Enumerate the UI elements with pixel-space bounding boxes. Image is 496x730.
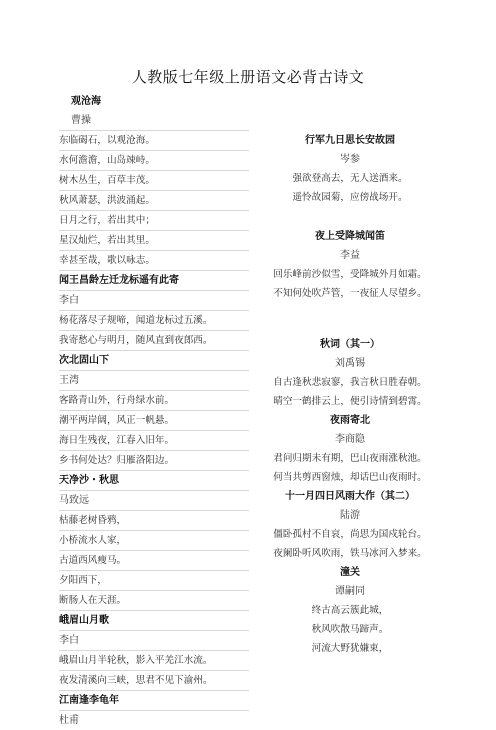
poem-line: 枯藤老树昏鸦， (59, 511, 249, 531)
poem-author: 马致远 (59, 491, 249, 511)
poem-author: 岑参 (340, 154, 360, 165)
poem-author: 曹操 (59, 111, 249, 131)
poem-title: 夜上受降城闻笛 (315, 231, 385, 242)
poem-line: 潮平两岸阔，风正一帆悬。 (59, 411, 249, 431)
poem-line: 秋风萧瑟，洪波涌起。 (59, 191, 249, 211)
poem-line: 乡书何处达？归雁洛阳边。 (59, 451, 249, 471)
poem-author: 王湾 (59, 371, 249, 391)
poem-author: 谭嗣同 (335, 586, 365, 597)
poem-author: 李白 (59, 631, 249, 651)
poem-line: 杨花落尽子规啼，闻道龙标过五溪。 (59, 311, 249, 331)
poem-line: 秋风吹散马蹄声。 (311, 624, 389, 635)
poem-line: 回乐峰前沙似雪，受降城外月如霜。 (273, 269, 427, 280)
poem-line: 遥怜故园菊，应傍战场开。 (292, 192, 408, 203)
poem-title: 秋词（其一） (320, 339, 380, 350)
poem-title: 峨眉山月歌 (59, 611, 249, 631)
poem-line: 断肠人在天涯。 (59, 591, 249, 611)
right-column (250, 131, 450, 658)
poem-line: 强欲登高去，无人送酒来。 (292, 173, 408, 184)
poem-author: 杜甫 (59, 715, 79, 726)
poem-title: 潼关 (340, 567, 360, 578)
poem-line: 君问归期未有期，巴山夜雨涨秋池。 (273, 453, 427, 464)
poem-author: 李益 (340, 250, 360, 261)
poem-title: 夜雨寄北 (330, 415, 370, 426)
poem-line: 夜发清溪向三峡，思君不见下渝州。 (59, 671, 249, 691)
poem-line: 夜阑卧听风吹雨，铁马冰河入梦来。 (273, 548, 427, 559)
poem-title: 江南逢李龟年 (59, 691, 249, 711)
poem-author: 李白 (59, 291, 249, 311)
poem-title: 观沧海 (71, 96, 101, 107)
poem-title: 次北固山下 (59, 351, 249, 371)
poem-author: 陆游 (340, 510, 360, 521)
poem-author: 刘禹锡 (335, 358, 365, 369)
poem-line: 树木丛生，百草丰茂。 (59, 171, 249, 191)
poem-line: 我寄愁心与明月，随风直到夜郎西。 (59, 331, 249, 351)
poem-line: 不知何处吹芦管，一夜征人尽望乡。 (273, 288, 427, 299)
poem-line: 自古逢秋悲寂寥，我言秋日胜春朝。 (273, 377, 427, 388)
poem-title: 行军九日思长安故园 (305, 135, 395, 146)
poem-title: 十一月四日风雨大作（其二） (285, 491, 415, 502)
poem-line: 客路青山外，行舟绿水前。 (59, 391, 249, 411)
poem-line: 幸甚至哉，歌以咏志。 (59, 251, 249, 271)
poem-line: 僵卧孤村不自哀，尚思为国戍轮台。 (273, 529, 427, 540)
poem-title: 闻王昌龄左迁龙标遥有此寄 (59, 271, 249, 291)
poem-line: 夕阳西下， (59, 571, 249, 591)
poem-line: 日月之行，若出其中； (59, 211, 249, 231)
poem-line: 东临碣石，以观沧海。 (59, 131, 249, 151)
poem-line: 小桥流水人家， (59, 531, 249, 551)
poem-line: 水何澹澹，山岛竦峙。 (59, 151, 249, 171)
poem-line: 海日生残夜，江春入旧年。 (59, 431, 249, 451)
poem-author: 李商隐 (335, 434, 365, 445)
poem-title: 天净沙・秋思 (59, 471, 249, 491)
poem-line: 古道西风瘦马。 (59, 551, 249, 571)
poem-line: 何当共剪西窗烛，却话巴山夜雨时。 (273, 472, 427, 483)
poem-line: 晴空一鹤排云上，便引诗情到碧霄。 (273, 396, 427, 407)
poem-line: 星汉灿烂，若出其里。 (59, 231, 249, 251)
poem-line: 河流大野犹嫌束， (311, 643, 389, 654)
left-column (59, 92, 249, 730)
poem-line: 终古高云簇此城， (311, 605, 389, 616)
poem-line: 峨眉山月半轮秋，影入平羌江水流。 (59, 651, 249, 671)
page-title: 人教版七年级上册语文必背古诗文 (131, 68, 365, 86)
